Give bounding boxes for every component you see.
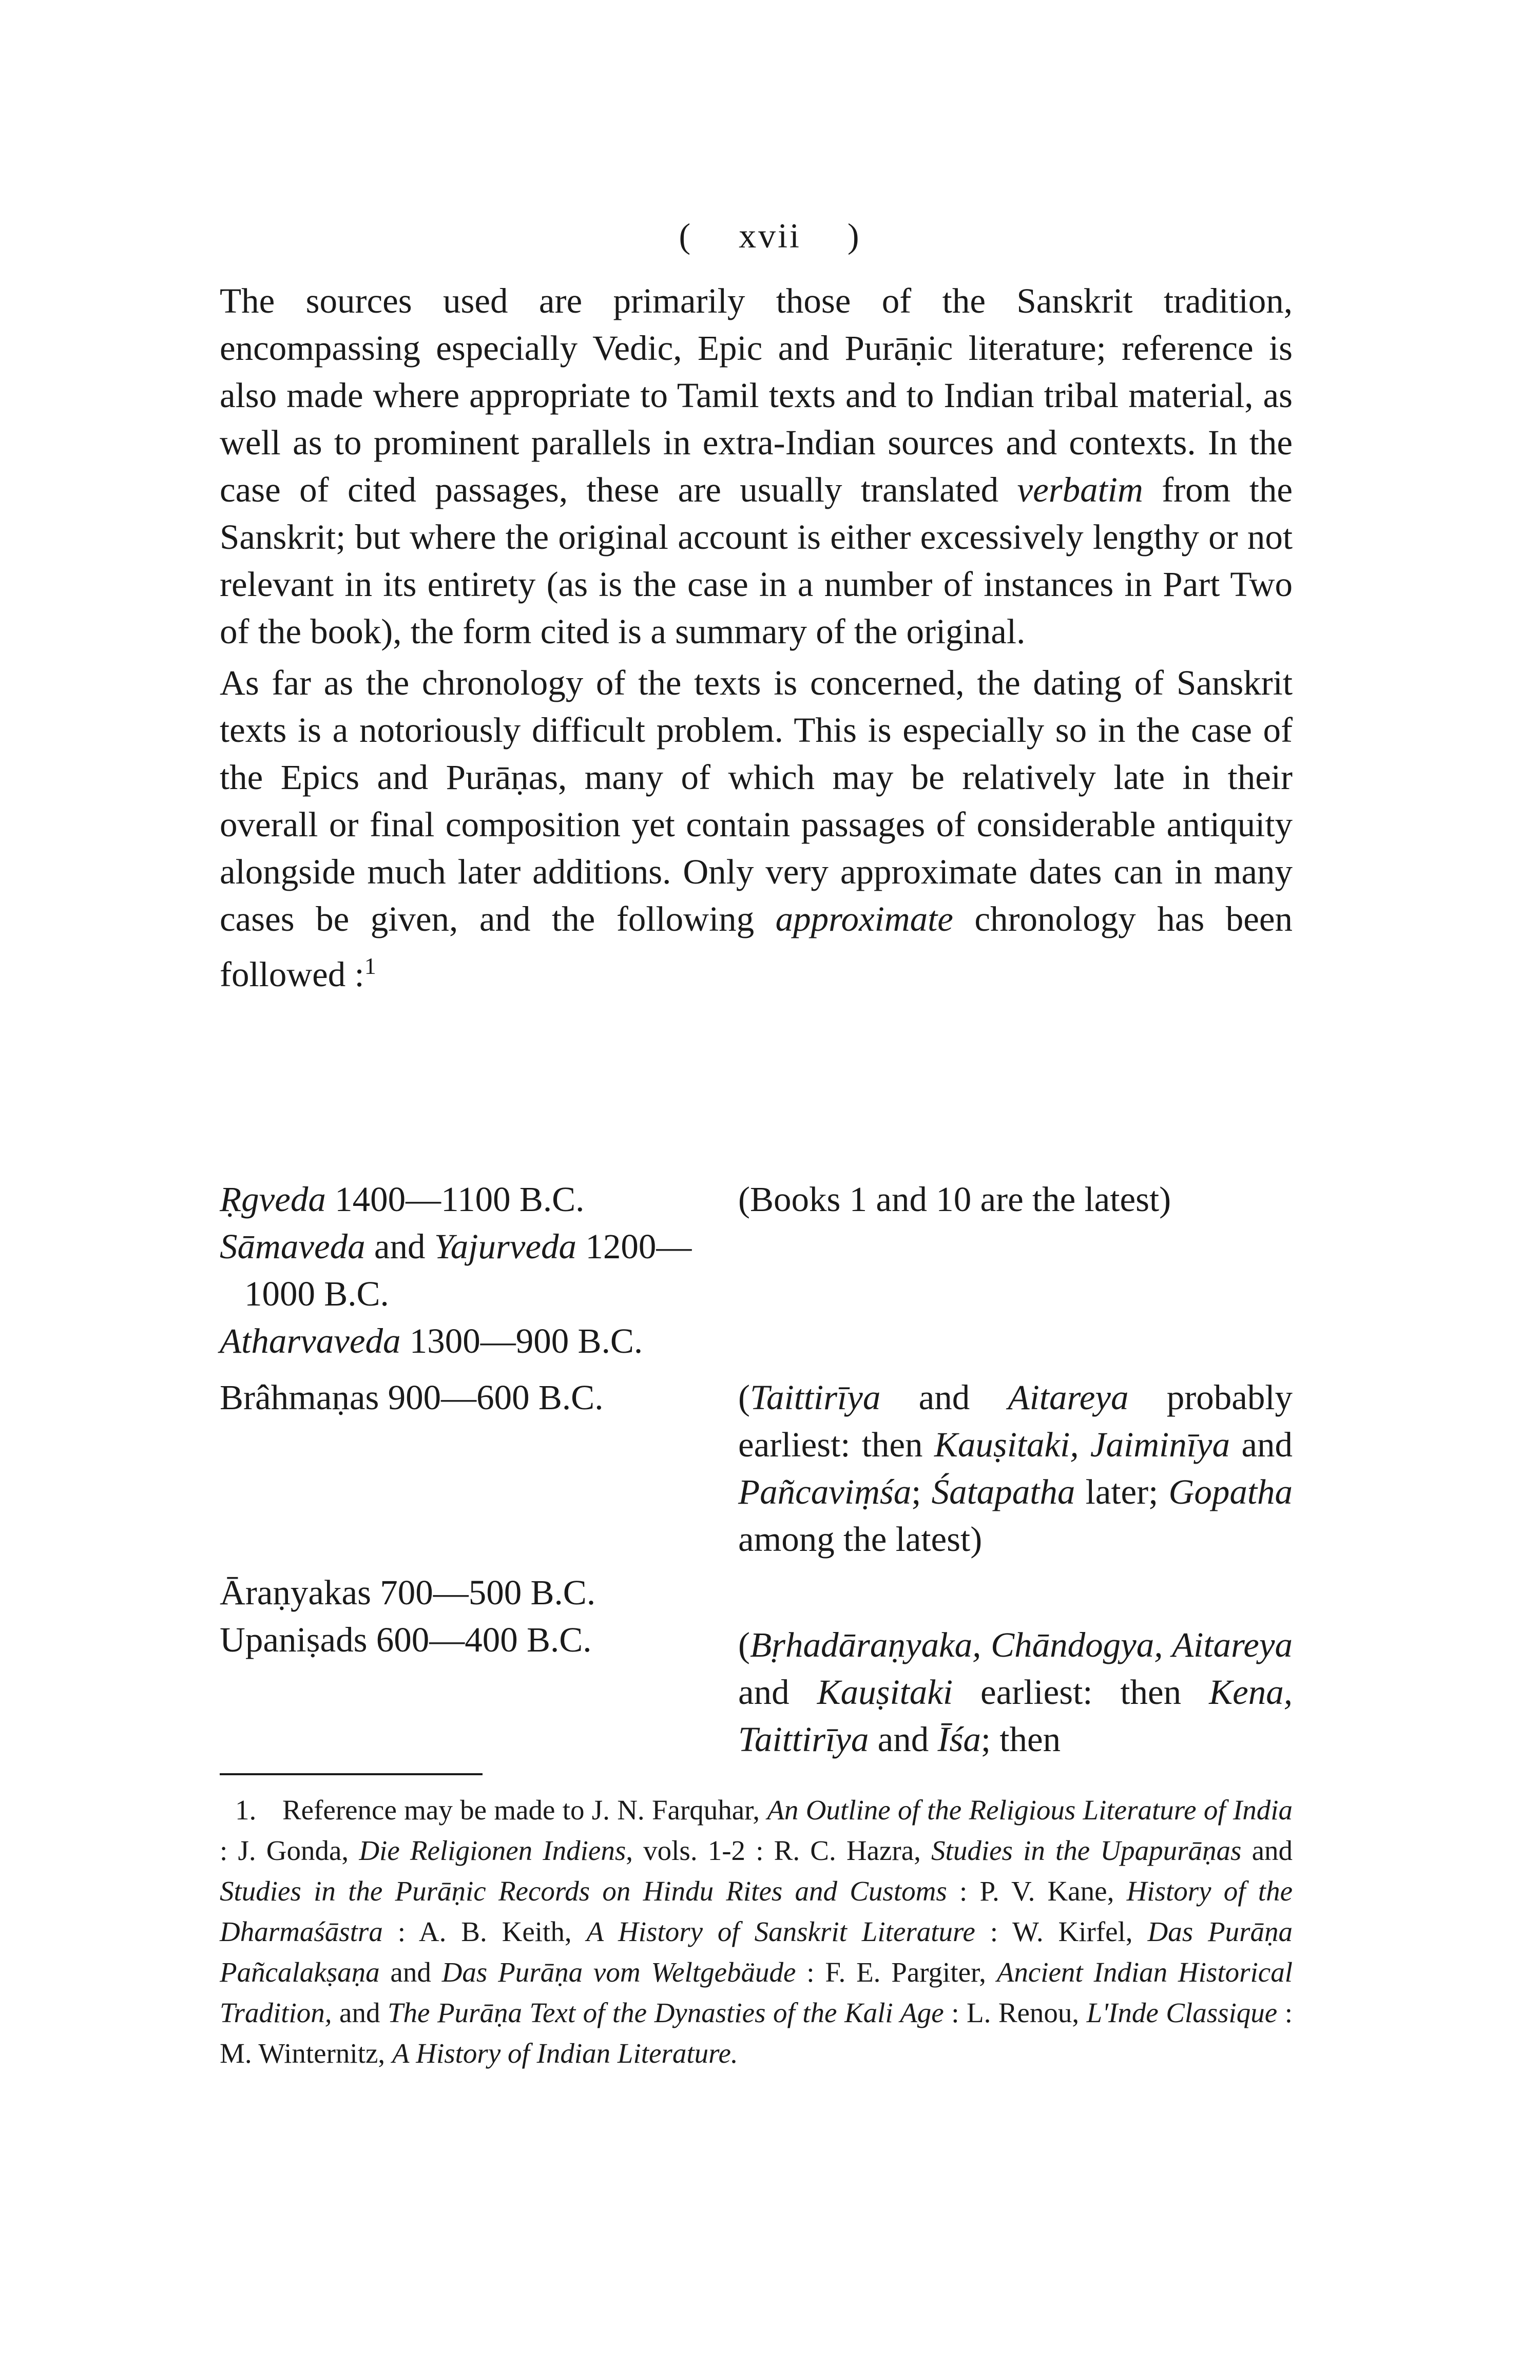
header-left-paren: ( [679,216,693,255]
chronology-list [220,1176,1293,1763]
footnote-separator [220,1773,483,1775]
footnote-1: 1. Reference may be made to J. N. Farquhar, An Outline of the Religious Literature of India : J. Gonda, Die Religionen Indiens, vols. 1-2 : R. C. Hazra, Studies in the Upapurāṇas and Studies in the Purāṇic Records on Hindu Rites and Customs : P. V. Kane, History of the Dharmaśāstra : A. B. Keith, A History of Sanskrit Literature : W. Kirfel, Das Purāṇa Pañcalakṣaṇa and Das Purāṇa vom Weltgebäude : F. E. Pargiter, Ancient Indian Historical Tradition, and The Purāṇa Text of the Dynasties of the Kali Age : L. Renou, L'Inde Classique : M. Winternitz, A History of Indian Literature. [220,1790,1293,2074]
chronology-row-upanisads: Upaniṣads 600—400 B.C. (Bṛhadāraṇyaka, Chāndogya, Aitareya and Kauṣitaki earliest: then Kena, Taittirīya and Īśa; then [220,1616,1293,1763]
body-text [220,277,1293,998]
brahmanas-note: (Taittirīya and Aitareya probably earliest: then Kauṣitaki, Jaiminīya and Pañcaviṃśa; Śatapatha later; Gopatha among the latest) [738,1378,1293,1559]
chronology-row-samaveda: Sāmaveda and Yajurveda 1200— 1000 B.C. [220,1227,692,1313]
paragraph-sources: The sources used are primarily those of the Sanskrit tradition, encompassing especially Vedic, Epic and Purāṇic literature; reference is also made where appropriate to Tamil texts and to Indian tribal material, as well as to prominent parallels in extra-Indian sources and contexts. In the case of cited passages, these are usually translated verbatim from the Sanskrit; but where the original account is either excessively lengthy or not relevant in its entirety (as is the case in a number of instances in Part Two of the book), the form cited is a summary of the original. [220,281,1293,651]
chronology-row-aranyakas: Āraṇyakas 700—500 B.C. [220,1573,596,1612]
chronology-row-brahmanas: Brâhmaṇas 900—600 B.C. (Taittirīya and Aitareya probably earliest: then Kauṣitaki, Jaiminīya and Pañcaviṃśa; Śatapatha later; Gopatha among the latest) [220,1374,1293,1563]
page-header [0,216,1540,256]
footnote-number: 1. [235,1794,257,1826]
header-right-paren: ) [847,216,861,255]
footnote-marker: 1 [364,953,376,979]
chronology-row-atharvaveda: Atharvaveda 1300—900 B.C. [220,1321,643,1360]
upanisads-note: (Bṛhadāraṇyaka, Chāndogya, Aitareya and Kauṣitaki earliest: then Kena, Taittirīya and Īśa; then [738,1625,1293,1759]
paragraph-chronology: As far as the chronology of the texts is concerned, the dating of Sanskrit texts is a notoriously difficult problem. This is especially so in the case of the Epics and Purāṇas, many of which may be relatively late in their overall or final composition yet contain passages of considerable antiquity alongside much later additions. Only very approximate dates can in many cases be given, and the following approximate chronology has been followed :$^1$ [220,663,1293,994]
page-number: xvii [739,216,801,255]
chronology-row-rgveda: Ṛgveda 1400—1100 B.C. (Books 1 and 10 are the latest) [220,1180,1171,1219]
